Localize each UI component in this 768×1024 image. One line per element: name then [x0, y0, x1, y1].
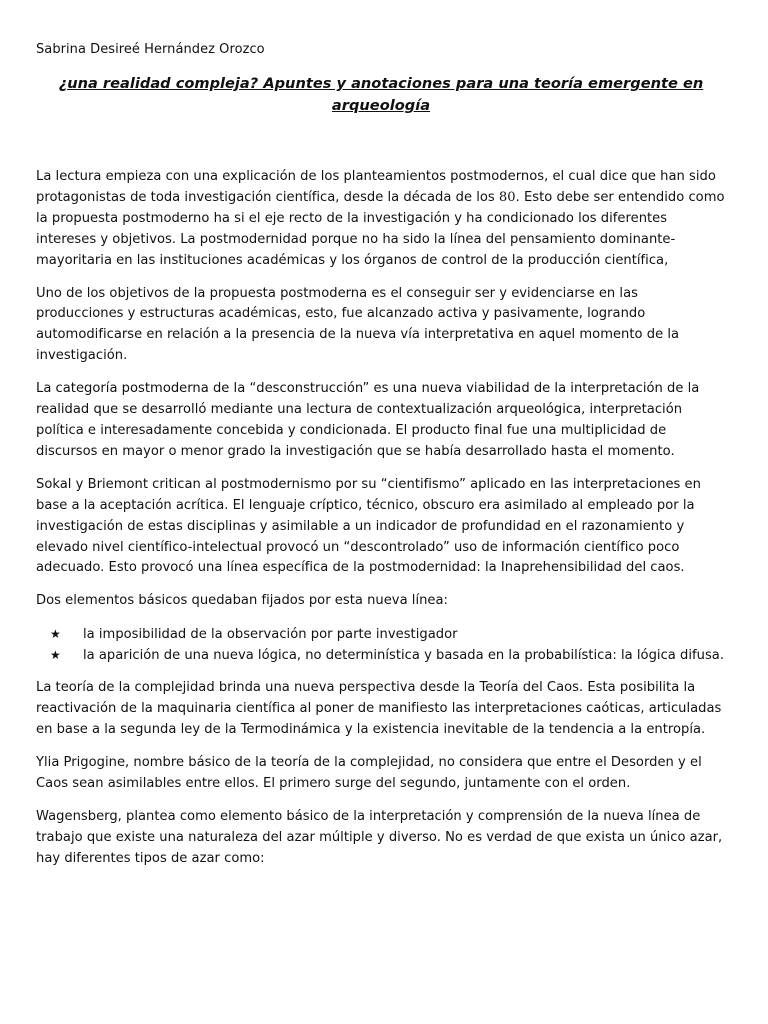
paragraph-1: [36, 167, 726, 272]
document-body: [36, 167, 726, 881]
list-item: [36, 645, 726, 666]
paragraph-1-after: . Esto debe ser entendido como la propuesta postmoderno ha si el eje recto de la investigación y ha condicionado los diferentes intereses y objetivos. La postmodernidad porque no ha sido la línea del pensamiento dominante-mayoritaria en las instituciones académicas y los órganos de control de la producción científica,: [36, 189, 725, 268]
list-item-text: la imposibilidad de la observación por parte investigador: [83, 627, 458, 643]
bullet-list: [36, 624, 726, 666]
star-bullet-icon: ★: [50, 648, 61, 663]
star-bullet-icon: ★: [50, 627, 61, 642]
list-item-text: la aparición de una nueva lógica, no determinística y basada en la probabilística: la lógica difusa.: [83, 648, 725, 664]
paragraph-7: Ylia Prigogine, nombre básico de la teoría de la complejidad, no considera que entre el Desorden y el Caos sean asimilables entre ellos. El primero surge del segundo, juntamente con el orden.: [36, 754, 702, 791]
paragraph-1-before: La lectura empieza con una explicación de los planteamientos postmodernos, el cual dice que han sido protagonistas de toda investigación científica, desde la década de los: [36, 169, 716, 205]
list-item: [36, 624, 726, 645]
paragraph-4: Sokal y Briemont critican al postmodernismo por su “cientifismo” aplicado en las interpretaciones en base a la aceptación acrítica. El lenguaje críptico, técnico, obscuro era asimilado al empleado por la investigación de estas disciplinas y asimilable a un indicador de profundidad en el razonamiento y elevado nivel científico-intelectual provocó un “descontrolado” uso de información científico poco adecuado. Esto provocó una línea específica de la postmodernidad: la Inaprehensibilidad del caos.: [36, 476, 701, 576]
paragraph-6: La teoría de la complejidad brinda una nueva perspectiva desde la Teoría del Caos. Esta posibilita la reactivación de la maquinaria científica al poner de manifiesto las interpretaciones caóticas, articuladas en base a la segunda ley de la Termodinámica y la existencia inevitable de la tendencia a la entropía.: [36, 680, 722, 738]
paragraph-5: Dos elementos básicos quedaban fijados por esta nueva línea:: [36, 593, 448, 609]
paragraph-8: Wagensberg, plantea como elemento básico de la interpretación y comprensión de la nueva línea de trabajo que existe una naturaleza del azar múltiple y diverso. No es verdad de que exista un único azar, hay diferentes tipos de azar como:: [36, 808, 723, 866]
paragraph-3: La categoría postmoderna de la “desconstrucción” es una nueva viabilidad de la interpretación de la realidad que se desarrolló mediante una lectura de contextualización arqueológica, interpretación política e interesadamente concebida y condicionada. El producto final fue una multiplicidad de discursos en mayor o menor grado la investigación que se había desarrollado hasta el momento.: [36, 381, 700, 459]
author-name: Sabrina Desireé Hernández Orozco: [36, 42, 265, 57]
paragraph-2: Uno de los objetivos de la propuesta postmoderna es el conseguir ser y evidenciarse en las producciones y estructuras académicas, esto, fue alcanzado activa y pasivamente, logrando automodificarse en relación a la presencia de la nueva vía interpretativa en aquel momento de la investigación.: [36, 285, 680, 364]
paragraph-1-number: 80: [498, 189, 516, 205]
document-title: ¿una realidad compleja? Apuntes y anotaciones para una teoría emergente en arqueología: [58, 75, 704, 114]
